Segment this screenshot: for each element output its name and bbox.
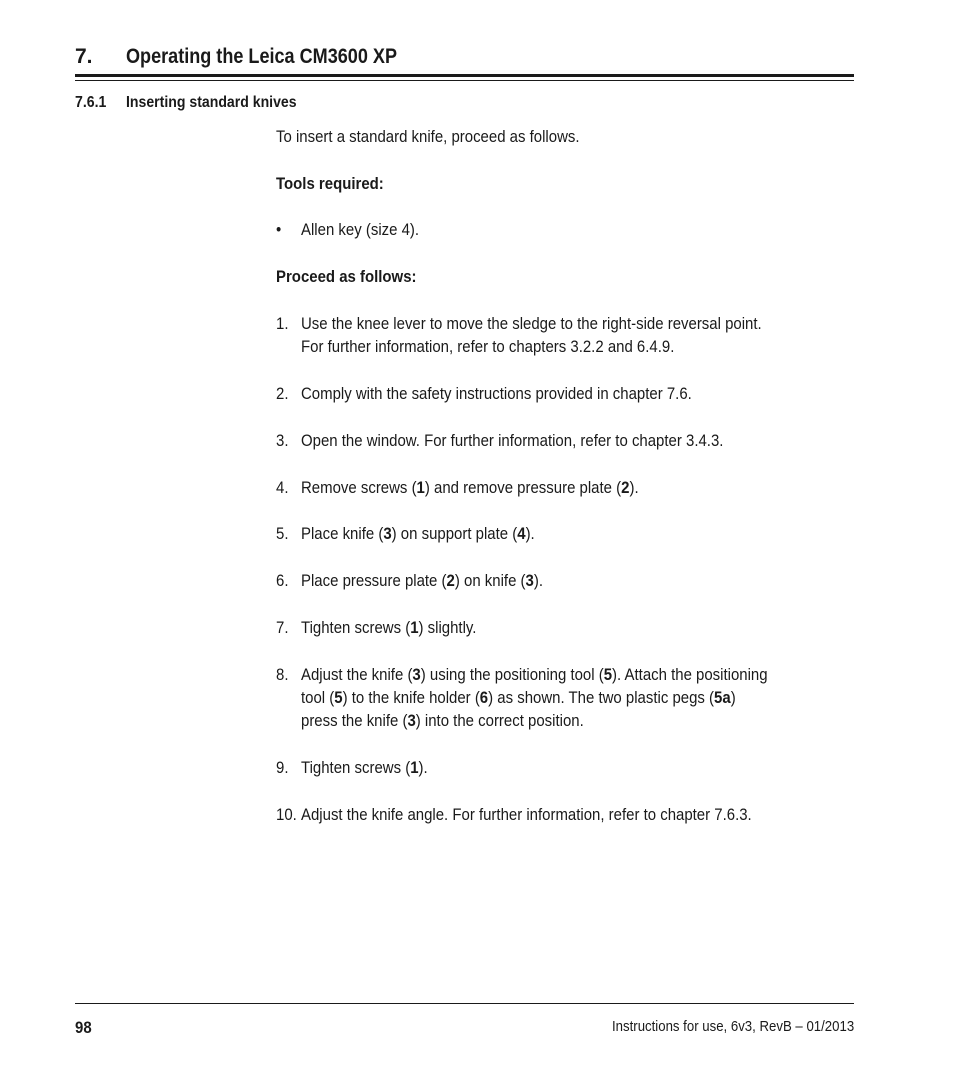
step-text-line	[301, 314, 762, 334]
step-text: Adjust the knife (	[301, 665, 413, 684]
part-reference: 1	[410, 618, 419, 637]
step-text: )	[730, 688, 736, 707]
part-reference: 2	[446, 571, 455, 590]
step-text: ) and remove pressure plate (	[424, 478, 622, 497]
part-reference: 1	[416, 478, 425, 497]
step-marker: 3.	[276, 431, 289, 450]
step-text: ).	[525, 524, 535, 543]
step-marker: 7.	[276, 618, 289, 637]
footer-rule	[75, 1003, 854, 1004]
chapter-number: 7.	[75, 45, 93, 68]
step-marker: 5.	[276, 524, 289, 543]
part-reference: 3	[383, 524, 392, 543]
step-text: Place knife (	[301, 524, 384, 543]
part-reference: 6	[479, 688, 489, 707]
step-text-line	[301, 618, 476, 638]
chapter-title: Operating the Leica CM3600 XP	[126, 45, 397, 68]
step-text-line	[301, 524, 535, 544]
step-text: Tighten screws (	[301, 618, 411, 637]
step-marker: 9.	[276, 758, 289, 777]
step-text: ).	[533, 571, 544, 590]
intro-text: To insert a standard knife, proceed as follows.	[276, 127, 580, 146]
step-text: ) into the correct position.	[415, 711, 584, 730]
step-text-line	[301, 478, 639, 498]
part-reference: 3	[412, 665, 421, 684]
step-text: Tighten screws (	[301, 758, 411, 777]
step-text: Adjust the knife angle. For further information, refer to chapter 7.6.3.	[301, 805, 752, 824]
section-title: Inserting standard knives	[126, 94, 297, 111]
step-text: ) on knife (	[454, 571, 526, 590]
step-text-line	[301, 337, 674, 357]
step-text-line	[301, 688, 736, 708]
step-text-line	[301, 758, 428, 778]
step-text: ) slightly.	[418, 618, 477, 637]
header-rule-thick	[75, 74, 854, 77]
step-text: For further information, refer to chapters 3.2.2 and 6.4.9.	[301, 337, 675, 356]
footer-doc-info: Instructions for use, 6v3, RevB – 01/2013	[611, 1018, 854, 1035]
step-marker: 2.	[276, 384, 289, 403]
step-marker: 8.	[276, 665, 289, 684]
step-text: Open the window. For further information, refer to chapter 3.4.3.	[301, 431, 724, 450]
step-marker: 10.	[276, 805, 297, 824]
step-text: ). Attach the positioning	[612, 665, 768, 684]
step-text: ) as shown. The two plastic pegs (	[488, 688, 715, 707]
step-text: ) using the positioning tool (	[420, 665, 604, 684]
part-reference: 3	[407, 711, 416, 730]
procedure-heading: Proceed as follows:	[276, 267, 417, 286]
section-number: 7.6.1	[75, 94, 107, 111]
part-reference: 4	[517, 524, 526, 543]
step-marker: 1.	[276, 314, 289, 333]
step-text: Remove screws (	[301, 478, 417, 497]
step-text: tool (	[301, 688, 335, 707]
step-text-line	[301, 571, 543, 591]
part-reference: 3	[525, 571, 534, 590]
part-reference: 1	[410, 758, 419, 777]
part-reference: 5	[603, 665, 613, 684]
step-text-line	[301, 384, 692, 404]
bullet-marker: •	[276, 220, 282, 239]
step-text-line	[301, 711, 584, 731]
step-text: Place pressure plate (	[301, 571, 447, 590]
step-text-line	[301, 805, 752, 825]
step-text: ) on support plate (	[391, 524, 518, 543]
page-number: 98	[75, 1018, 92, 1037]
step-marker: 4.	[276, 478, 289, 497]
part-reference: 5a	[714, 688, 731, 707]
step-text: ) to the knife holder (	[342, 688, 480, 707]
step-text-line	[301, 431, 723, 451]
step-text: Comply with the safety instructions provided in chapter 7.6.	[301, 384, 692, 403]
step-text: ).	[418, 758, 428, 777]
part-reference: 5	[334, 688, 343, 707]
tool-item: Allen key (size 4).	[301, 220, 420, 239]
step-text: Use the knee lever to move the sledge to the right-side reversal point.	[301, 314, 762, 333]
header-rule-thin	[75, 80, 854, 81]
step-text: press the knife (	[301, 711, 408, 730]
step-text-line	[301, 665, 768, 685]
step-marker: 6.	[276, 571, 289, 590]
part-reference: 2	[621, 478, 630, 497]
step-text: ).	[629, 478, 639, 497]
tools-heading: Tools required:	[276, 174, 384, 193]
